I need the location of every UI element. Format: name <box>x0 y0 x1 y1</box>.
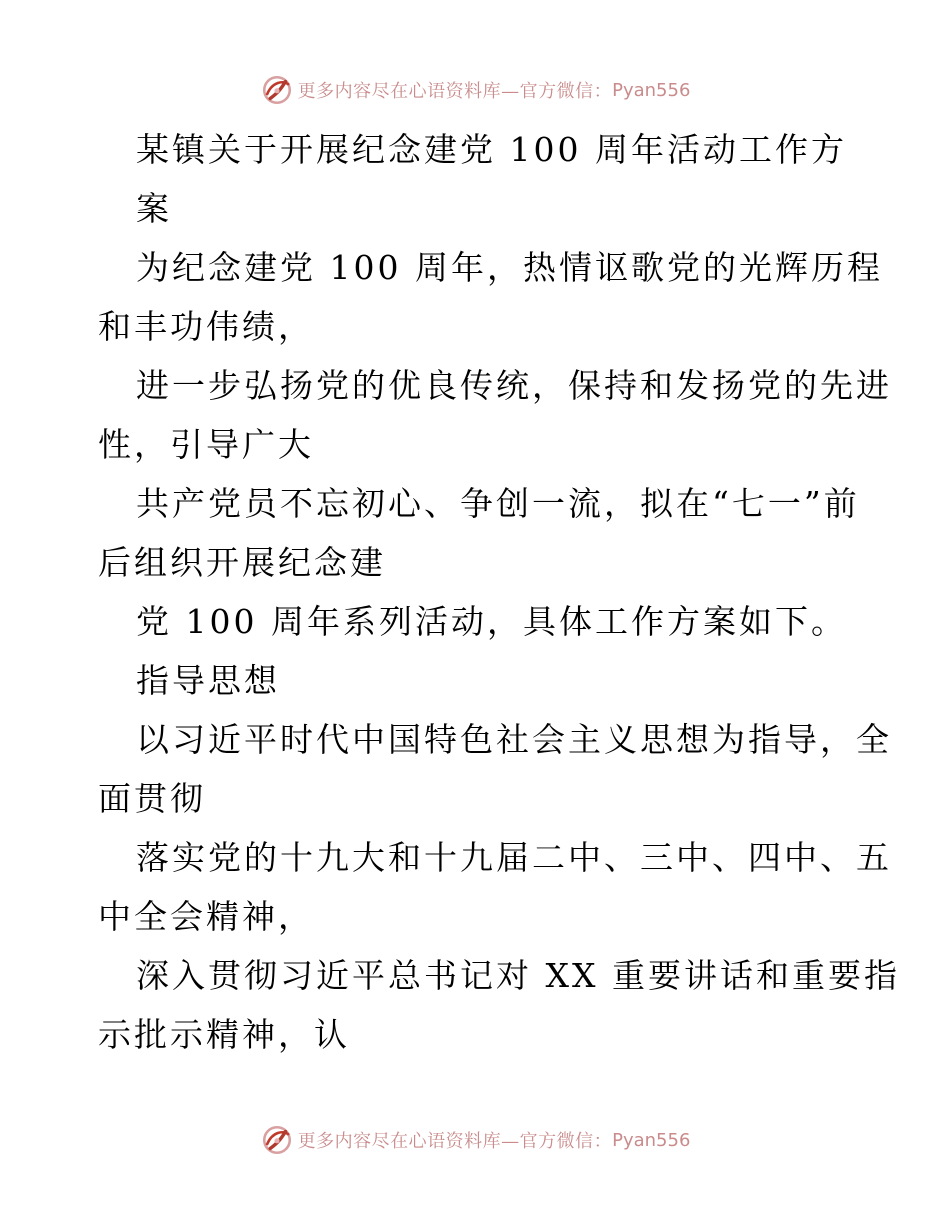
text-line: 以习近平时代中国特色社会主义思想为指导，全 <box>136 720 892 759</box>
text-line: 面贯彻 <box>98 779 206 818</box>
red-swirl-logo-icon <box>260 1123 294 1157</box>
text-line: 进一步弘扬党的优良传统，保持和发扬党的先进 <box>136 366 892 405</box>
document-body <box>98 120 900 1064</box>
footer-banner <box>0 1123 950 1157</box>
text-line: 后组织开展纪念建 <box>98 543 386 582</box>
text-line: 案 <box>136 189 172 228</box>
banner-text: 更多内容尽在心语资料库—官方微信： <box>297 81 613 102</box>
text-line: 示批示精神，认 <box>98 1015 350 1054</box>
header-banner <box>0 73 950 107</box>
red-swirl-logo-icon <box>260 73 294 107</box>
text-line: 和丰功伟绩， <box>98 307 314 346</box>
text-line: 性，引导广大 <box>98 425 314 464</box>
banner-wechat-id: Pyan556 <box>612 1129 691 1151</box>
text-line: 深入贯彻习近平总书记对 XX 重要讲话和重要指 <box>136 956 900 995</box>
text-line: 为纪念建党 100 周年，热情讴歌党的光辉历程 <box>136 248 883 287</box>
text-line: 共产党员不忘初心、争创一流，拟在“七一”前 <box>136 484 860 523</box>
banner-wechat-id: Pyan556 <box>612 79 691 101</box>
banner-text: 更多内容尽在心语资料库—官方微信： <box>297 1131 613 1152</box>
text-line: 某镇关于开展纪念建党 100 周年活动工作方 <box>136 130 847 169</box>
text-line: 落实党的十九大和十九届二中、三中、四中、五 <box>136 838 892 877</box>
text-line: 指导思想 <box>136 661 280 700</box>
text-line: 中全会精神， <box>98 897 314 936</box>
text-line: 党 100 周年系列活动，具体工作方案如下。 <box>136 602 847 641</box>
